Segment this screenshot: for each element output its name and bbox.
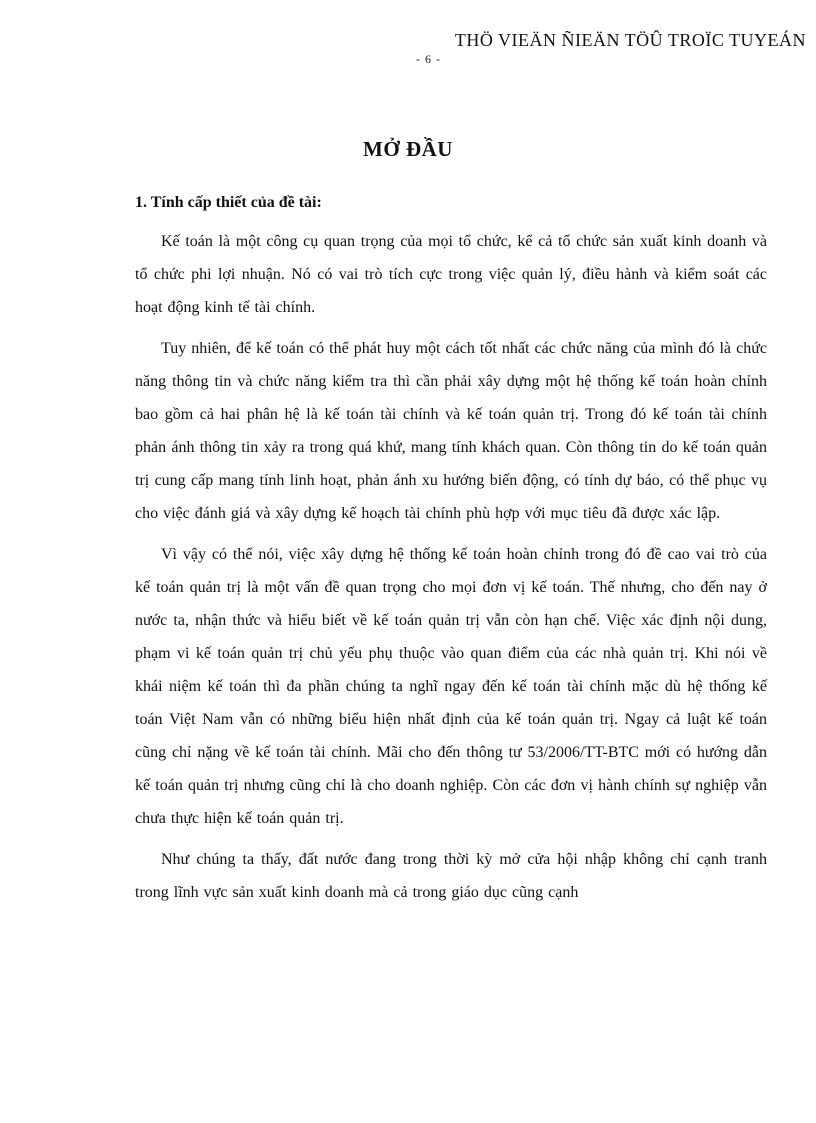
library-watermark-header: THÖ VIEÄN ÑIEÄN TÖÛ TROÏC TUYEÁN (454, 30, 806, 50)
page-title: MỞ ĐẦU (363, 137, 453, 161)
body-text (135, 225, 767, 917)
paragraph: Vì vậy có thể nói, việc xây dựng hệ thống kế toán hoàn chỉnh trong đó đề cao vai trò của kế toán quản trị là một vấn đề quan trọng cho mọi đơn vị kế toán. Thế nhưng, cho đến nay ở nước ta, nhận thức và hiểu biết về kế toán quản trị vẫn còn hạn chế. Việc xác định nội dung, phạm vi kế toán quản trị chủ yếu phụ thuộc vào quan điểm của các nhà quản trị. Khi nói về khái niệm kế toán thì đa phần chúng ta nghĩ ngay đến kế toán tài chính mặc dù hệ thống kế toán Việt Nam vẫn có những biểu hiện nhất định của kế toán quản trị. Ngay cả luật kế toán cũng chỉ nặng về kế toán tài chính. Mãi cho đến thông tư 53/2006/TT-BTC mới có hướng dẫn kế toán quản trị nhưng cũng chỉ là cho doanh nghiệp. Còn các đơn vị hành chính sự nghiệp vẫn chưa thực hiện kế toán quản trị. (135, 546, 767, 827)
paragraph: Kế toán là một công cụ quan trọng của mọi tổ chức, kể cả tổ chức sản xuất kinh doanh và tổ chức phi lợi nhuận. Nó có vai trò tích cực trong việc quản lý, điều hành và kiểm soát các hoạt động kinh tế tài chính. (135, 233, 767, 316)
paragraph: Tuy nhiên, để kế toán có thể phát huy một cách tốt nhất các chức năng của mình đó là chức năng thông tin và chức năng kiểm tra thì cần phải xây dựng một hệ thống kế toán hoàn chỉnh bao gồm cả hai phân hệ là kế toán tài chính và kế toán quản trị. Trong đó kế toán tài chính phản ánh thông tin xảy ra trong quá khứ, mang tính khách quan. Còn thông tin do kế toán quản trị cung cấp mang tính linh hoạt, phản ánh xu hướng biến động, có tính dự báo, có thể phục vụ cho việc đánh giá và xây dựng kế hoạch tài chính phù hợp với mục tiêu đã được xác lập. (135, 340, 767, 522)
page-number: - 6 - (416, 52, 441, 66)
paragraph: Như chúng ta thấy, đất nước đang trong thời kỳ mở cửa hội nhập không chỉ cạnh tranh trong lĩnh vực sản xuất kinh doanh mà cả trong giáo dục cũng cạnh (135, 851, 767, 901)
section-heading: 1. Tính cấp thiết của đề tài: (135, 194, 322, 211)
